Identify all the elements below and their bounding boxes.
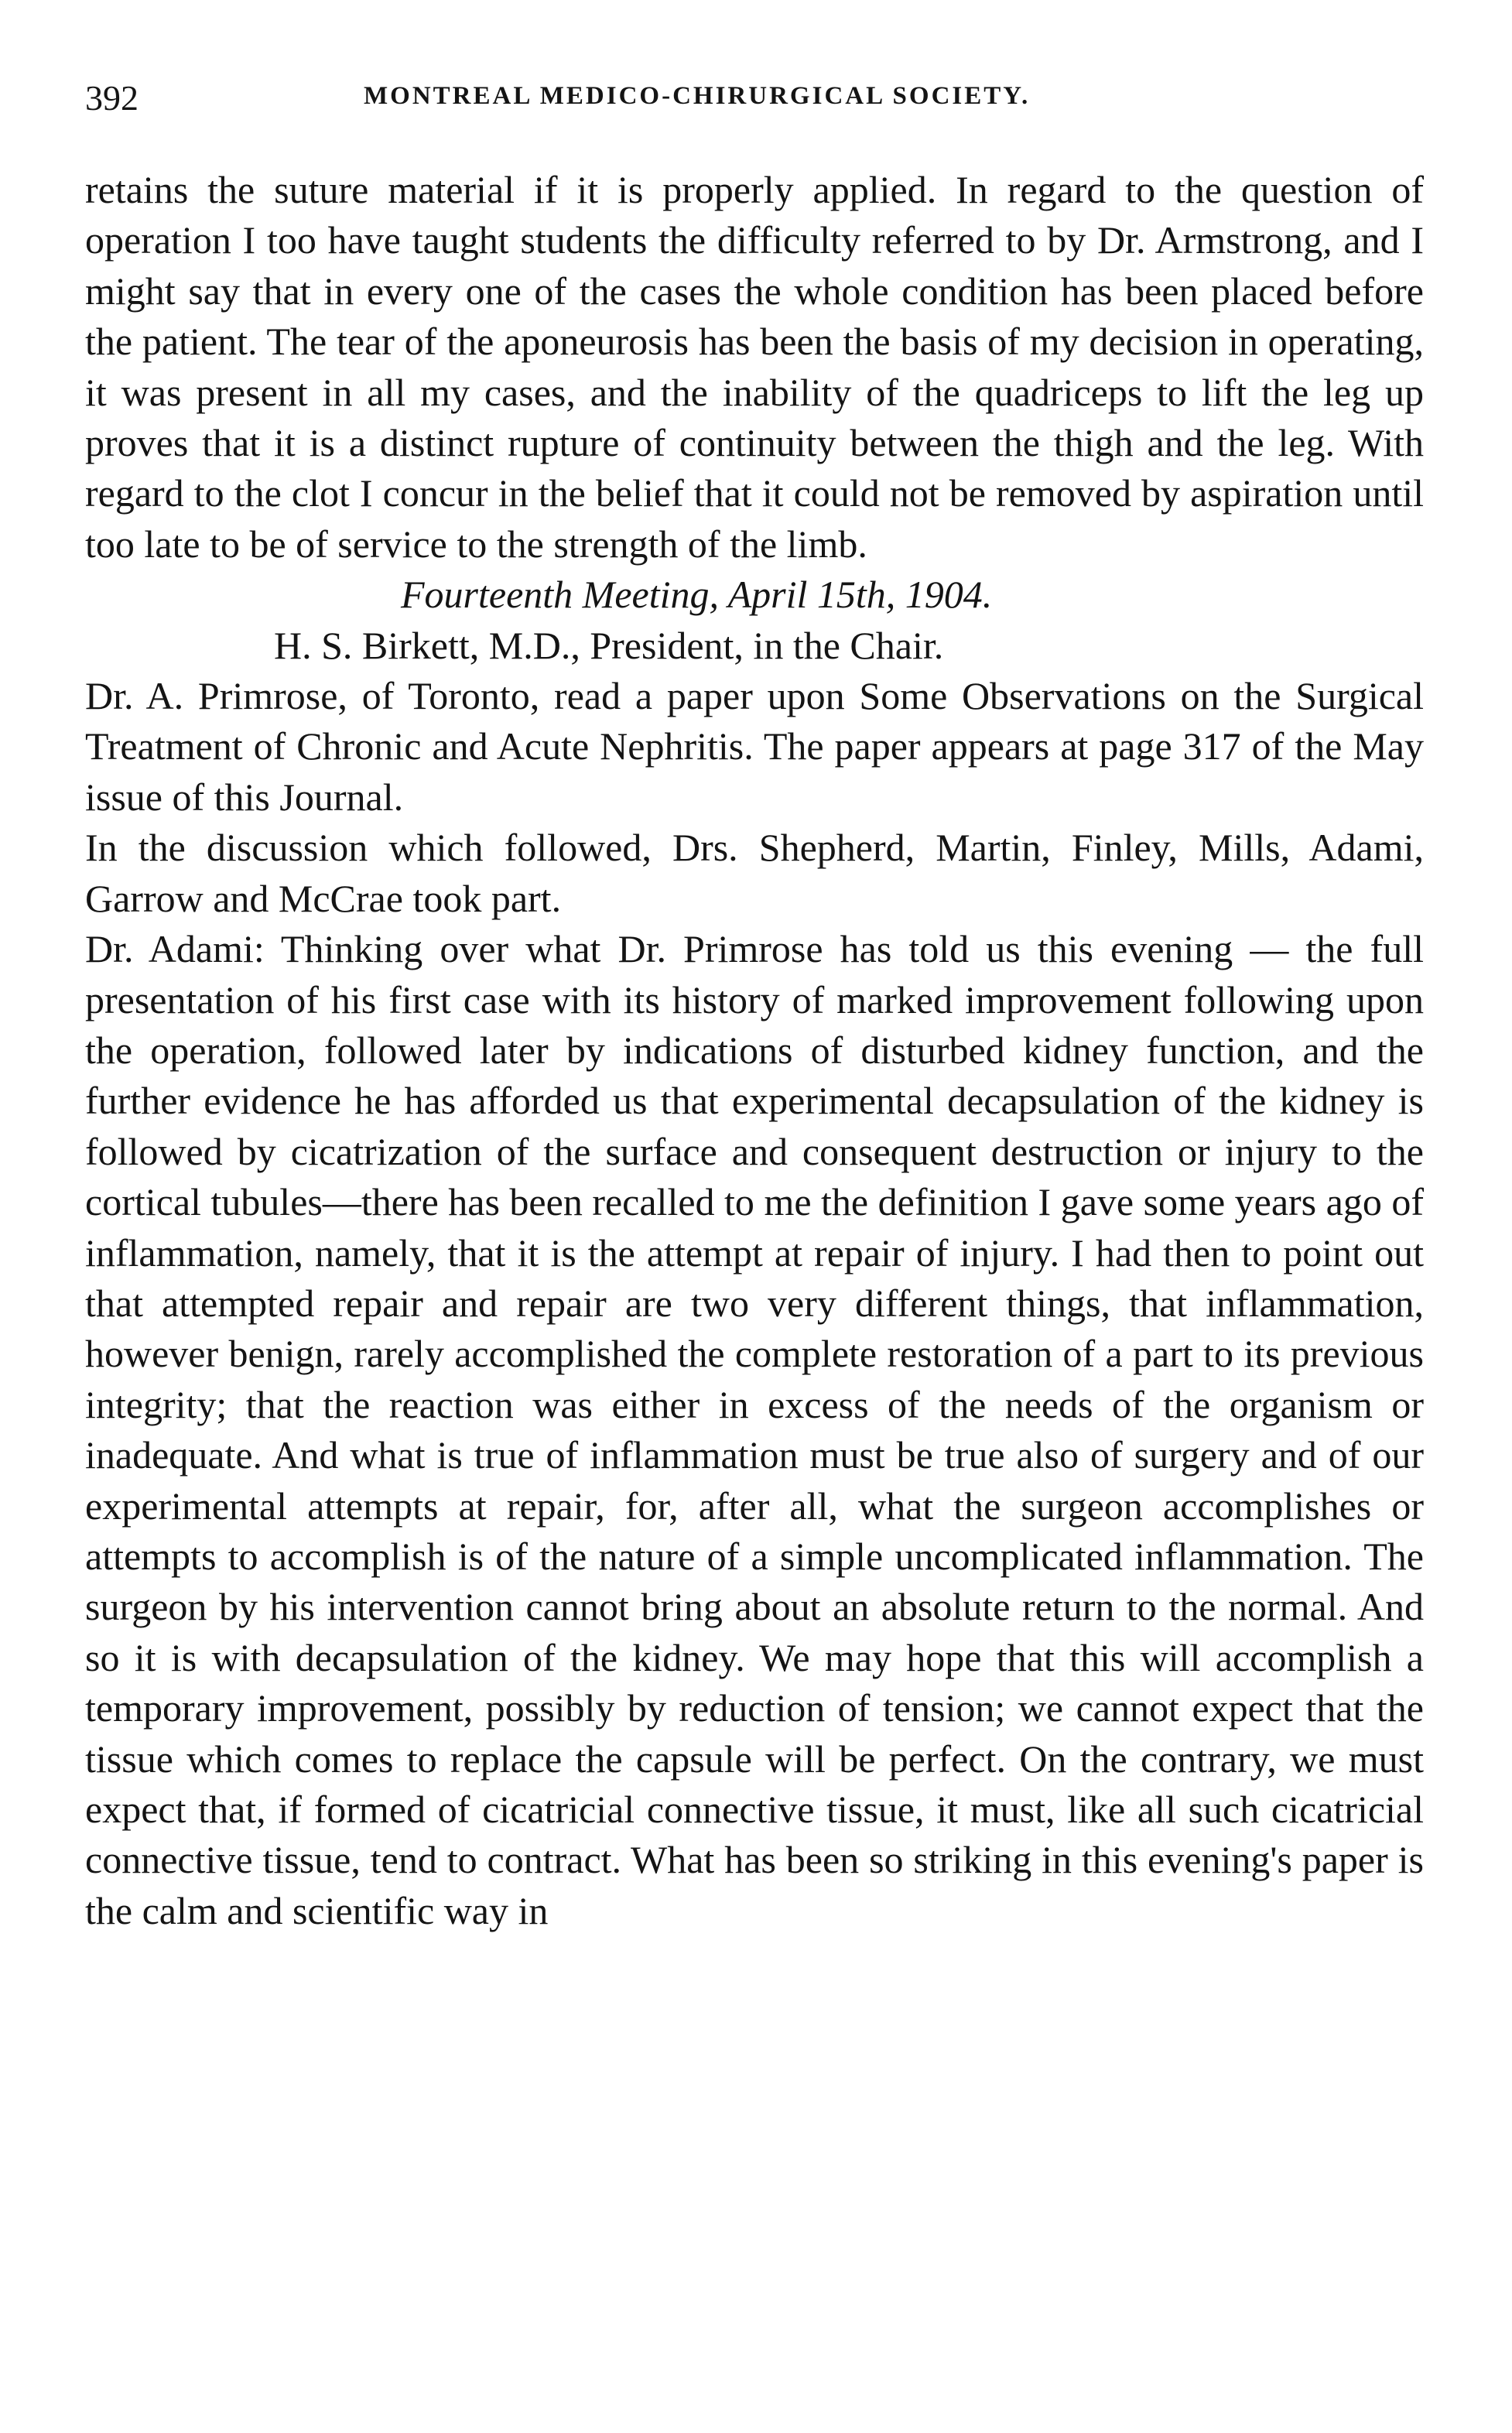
- chair-line: H. S. Birkett, M.D., President, in the Chair.: [274, 623, 944, 667]
- paragraph-primrose-paper: Dr. A. Primrose, of Toronto, read a paper upon Some Observations on the Surgical Treatment of Chronic and Acute Nephritis. The paper appears at page 317 of the May issue of this Journal.: [85, 674, 1424, 819]
- paragraph-discussion: In the discussion which followed, Drs. Shepherd, Martin, Finley, Mills, Adami, Garrow and McCrae took part.: [85, 826, 1424, 920]
- page-number: 392: [85, 78, 139, 118]
- paragraph-continuation: retains the suture material if it is properly applied. In regard to the question of operation I too have taught students the difficulty referred to by Dr. Armstrong, and I might say that in every one of the cases the whole condition has been placed before the patient. The tear of the aponeurosis has been the basis of my decision in operating, it was present in all my cases, and the inability of the quadriceps to lift the leg up proves that it is a distinct rupture of continuity between the thigh and the leg. With regard to the clot I concur in the belief that it could not be removed by aspiration until too late to be of service to the strength of the limb.: [85, 168, 1424, 566]
- body-text: [85, 165, 1424, 1936]
- running-header: [85, 77, 1424, 124]
- running-title: MONTREAL MEDICO-CHIRURGICAL SOCIETY.: [364, 82, 1031, 110]
- meeting-heading: Fourteenth Meeting, April 15th, 1904.: [401, 573, 993, 617]
- paragraph-adami-remarks: Dr. Adami: Thinking over what Dr. Primrose has told us this evening — the full presentation of his first case with its history of marked improvement following upon the operation, followed later by indications of disturbed kidney function, and the further evidence he has afforded us that experimental decapsulation of the kidney is followed by cicatrization of the surface and consequent destruction or injury to the cortical tubules—there has been recalled to me the definition I gave some years ago of inflammation, namely, that it is the attempt at repair of injury. I had then to point out that attempted repair and repair are two very different things, that inflammation, however benign, rarely accomplished the complete restoration of a part to its previous integrity; that the reaction was either in excess of the needs of the organism or inadequate. And what is true of inflammation must be true also of surgery and of our experimental attempts at repair, for, after all, what the surgeon accomplishes or attempts to accomplish is of the nature of a simple uncomplicated inflammation. The surgeon by his intervention cannot bring about an absolute return to the normal. And so it is with decapsulation of the kidney. We may hope that this will accomplish a temporary improvement, possibly by reduction of tension; we cannot expect that the tissue which comes to replace the capsule will be perfect. On the contrary, we must expect that, if formed of cicatricial connective tissue, it must, like all such cicatricial connective tissue, tend to contract. What has been so striking in this evening's paper is the calm and scientific way in: [85, 927, 1424, 1932]
